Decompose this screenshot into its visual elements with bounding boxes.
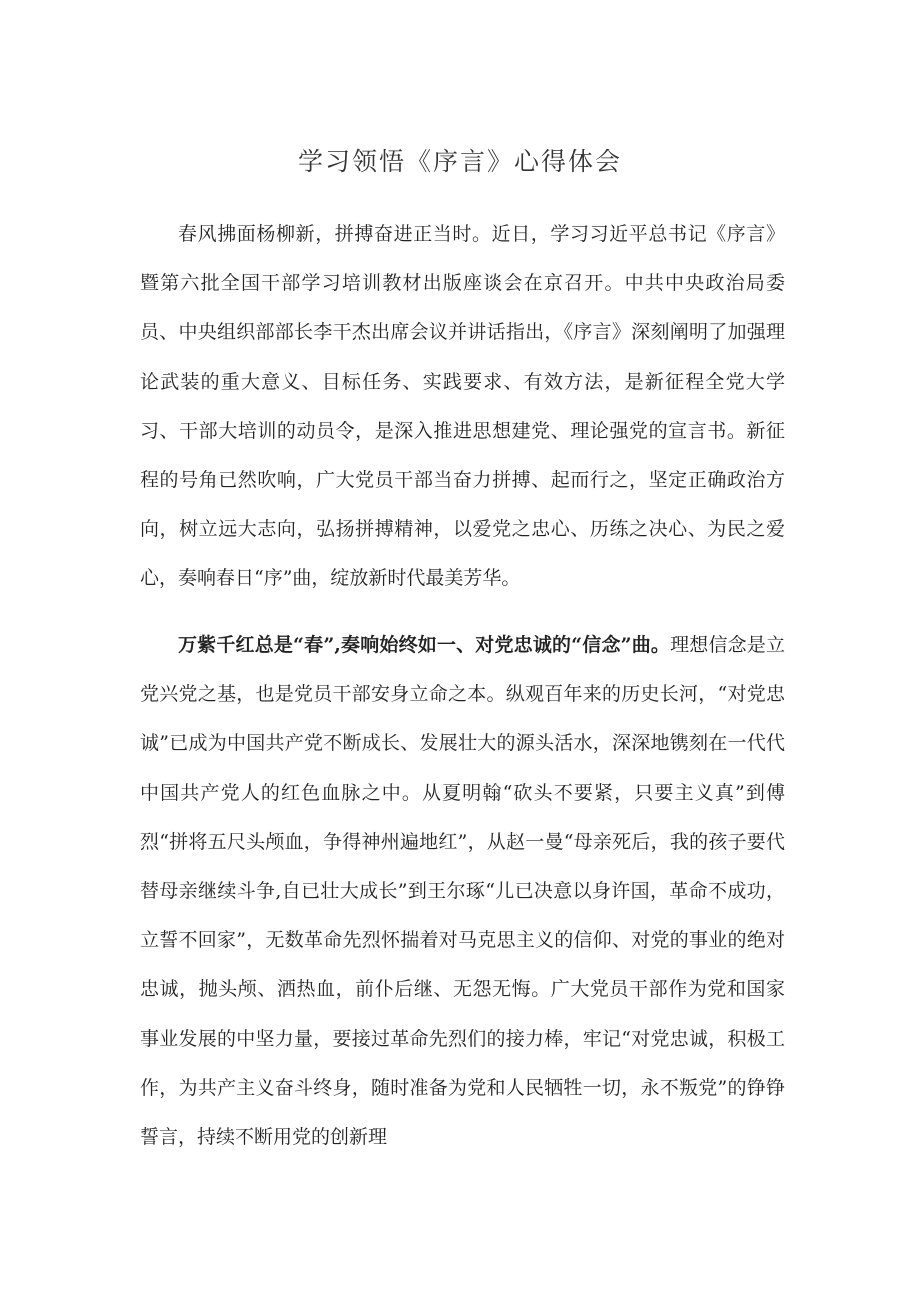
section-body-text: 理想信念是立党兴党之基，也是党员干部安身立命之本。纵观百年来的历史长河，“对党忠诚”已成为中国共产党不断成长、发展壮大的源头活水，深深地镌刻在一代代中国共产党人的红色血脉之中。从夏明翰“砍头不要紧，只要主义真”到傅烈“拼将五尺头颅血，争得神州遍地红”，从赵一曼“母亲死后，我的孩子要代替母亲继续斗争,自已壮大成长”到王尔琢“儿已决意以身许国，革命不成功，立誓不回家”，无数革命先烈怀揣着对马克思主义的信仰、对党的事业的绝对忠诚，抛头颅、洒热血，前仆后继、无怨无悔。广大党员干部作为党和国家事业发展的中坚力量，要接过革命先烈们的接力棒，牢记“对党忠诚，积极工作，为共产主义奋斗终身，随时准备为党和人民牺牲一切，永不叛党”的铮铮誓言，持续不断用党的创新理 <box>140 634 785 1149</box>
paragraph-section-1 <box>140 621 785 1161</box>
document-title: 学习领悟《序言》心得体会 <box>297 147 622 176</box>
section-heading-lead: 万紫千红总是“春”,奏响始终如一、对党忠诚的“信念”曲。 <box>178 634 671 656</box>
paragraph-intro: 春风拂面杨柳新，拼搏奋进正当时。近日，学习习近平总书记《序言》暨第六批全国干部学习培训教材出版座谈会在京召开。中共中央政治局委员、中央组织部部长李干杰出席会议并讲话指出，《序言》深刻阐明了加强理论武装的重大意义、目标任务、实践要求、有效方法，是新征程全党大学习、干部大培训的动员令，是深入推进思想建党、理论强党的宣言书。新征程的号角已然吹响，广大党员干部当奋力拼搏、起而行之，坚定正确政治方向，树立远大志向，弘扬拼搏精神，以爱党之忠心、历练之决心、为民之爱心，奏响春日“序”曲，绽放新时代最美芳华。 <box>140 223 785 590</box>
